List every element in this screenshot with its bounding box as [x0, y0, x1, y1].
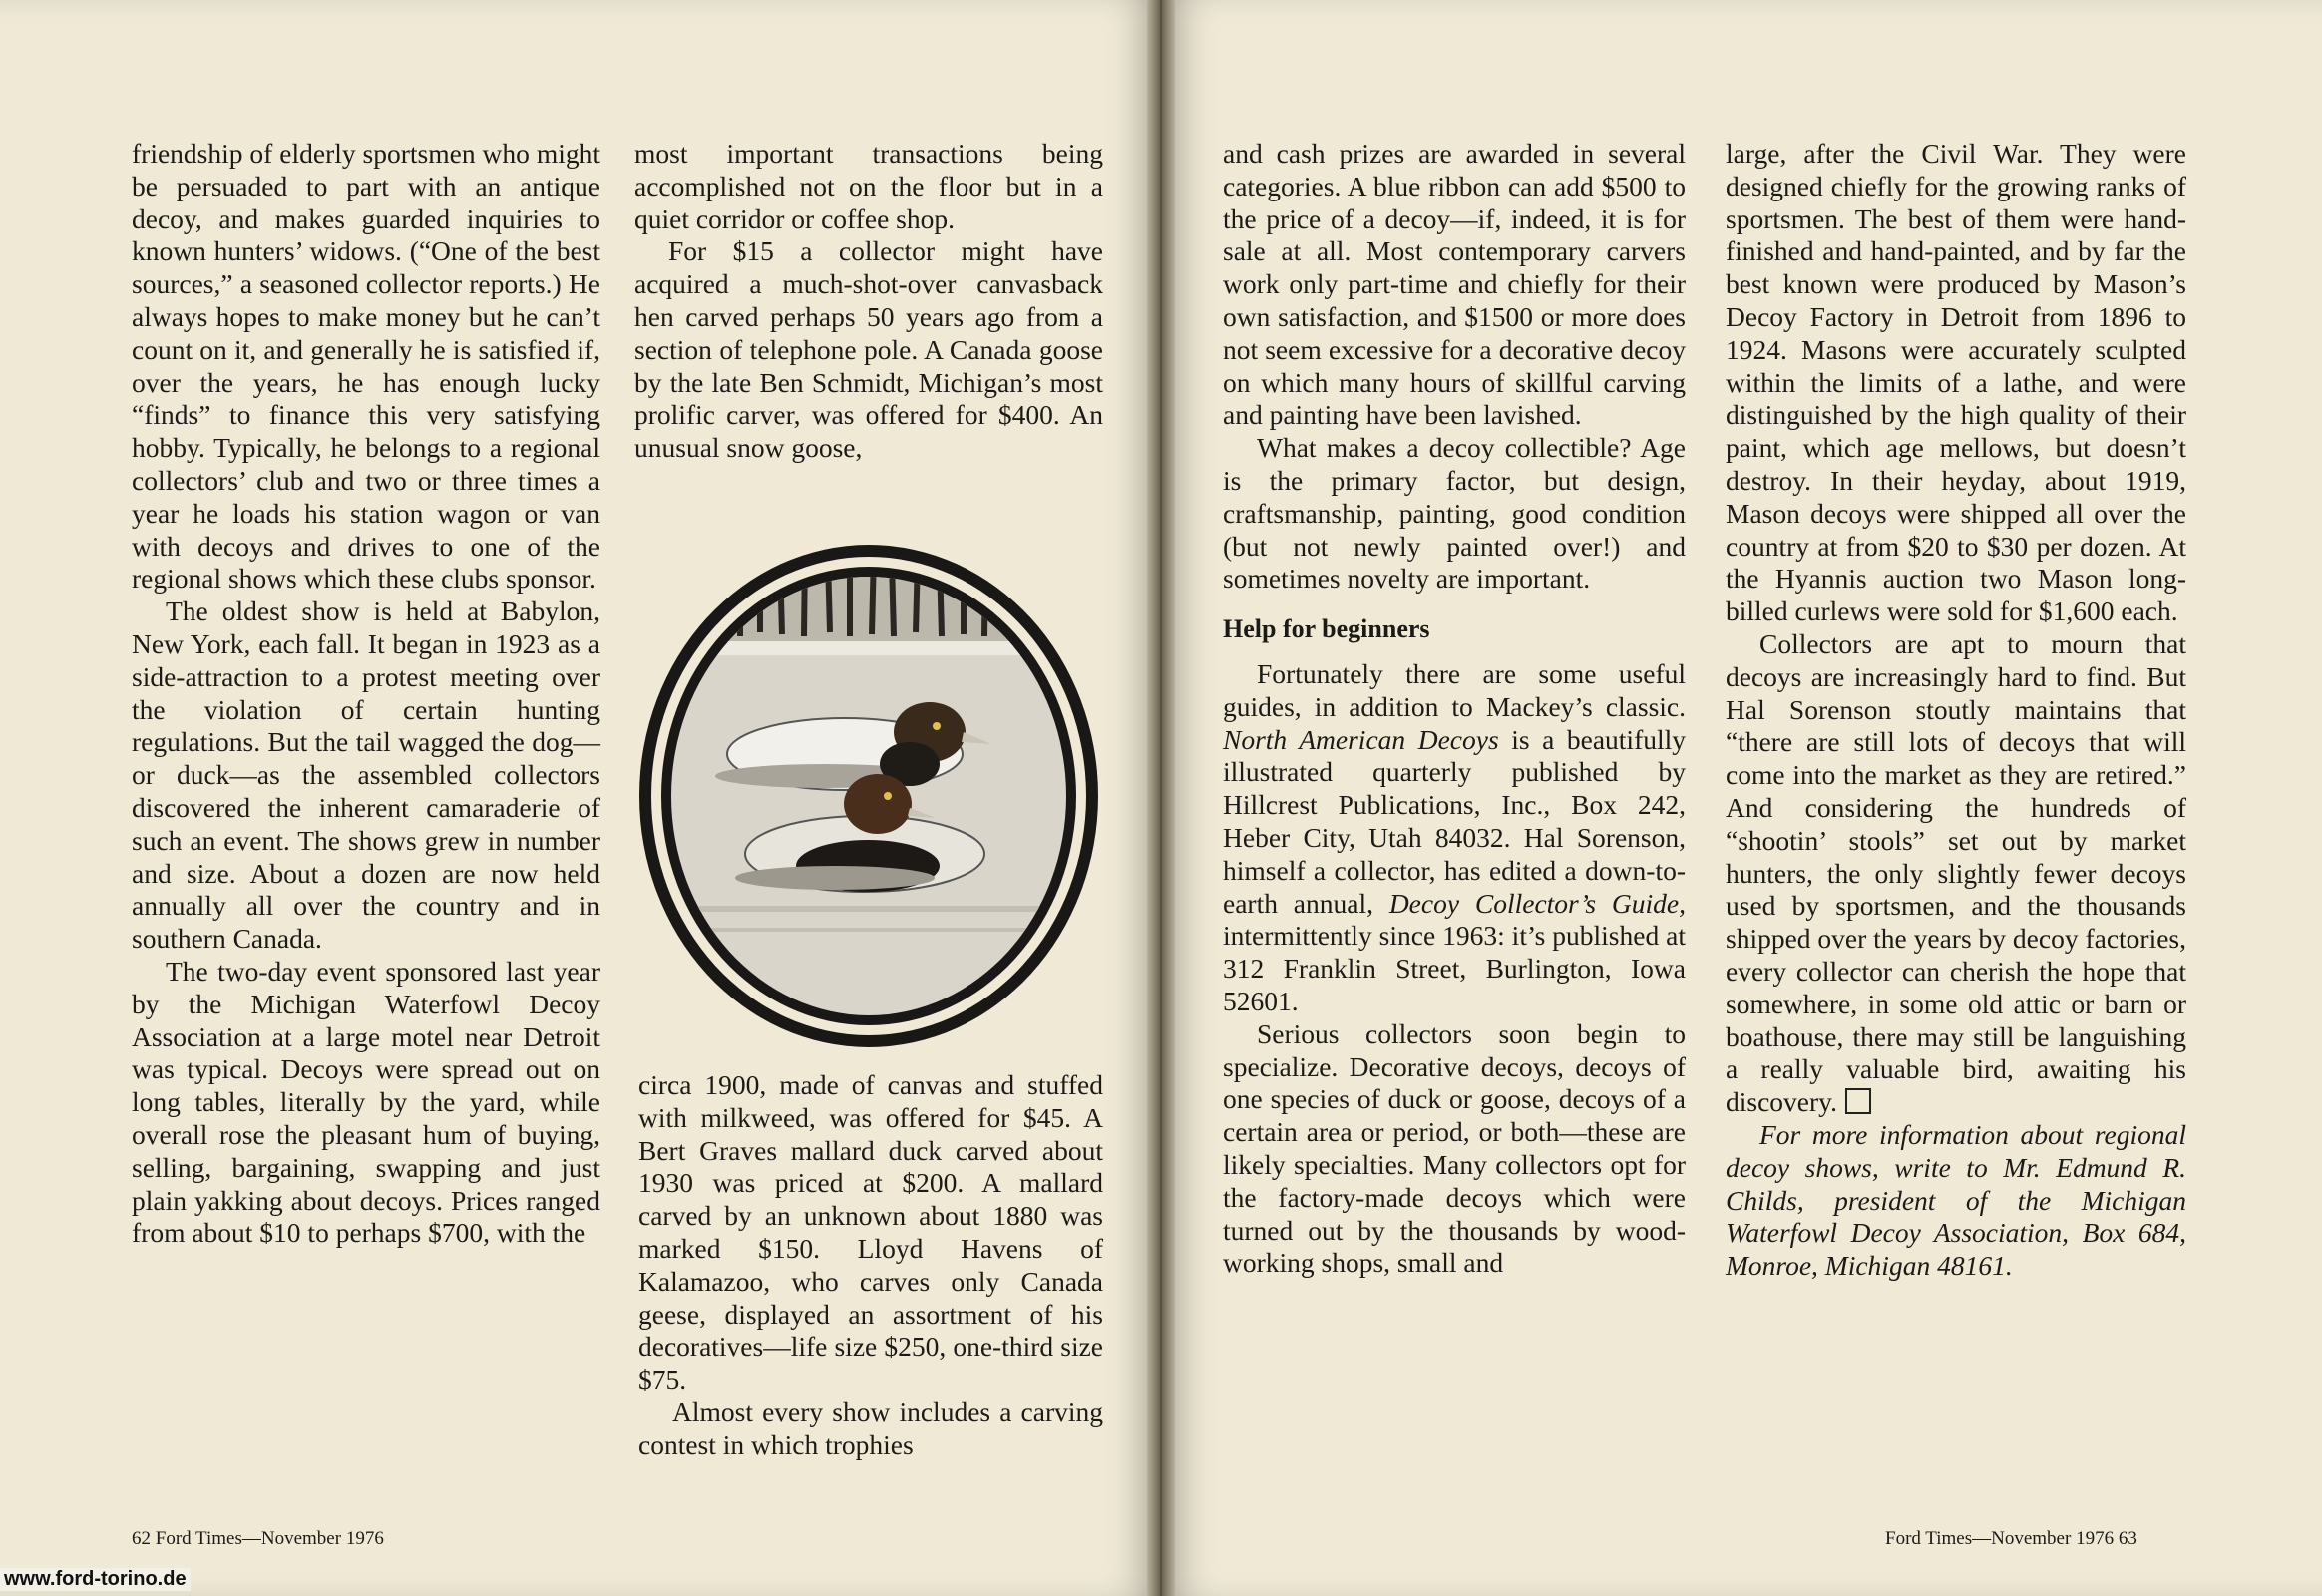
column-2-bottom	[638, 1069, 1103, 1462]
publication-title: Decoy Collector’s Guide,	[1388, 887, 1686, 919]
paragraph: circa 1900, made of canvas and stuffed with milkweed, was offered for $45. A Bert Graves mallard duck carved about 1930 was priced at $200. A mallard carved by an unknown about 1880 was marked $150. Lloyd Havens of Kalamazoo, who carves only Canada geese, displayed an assortment of his decoratives—life size $250, one-third size $75.	[638, 1069, 1103, 1396]
decoy-illustration	[630, 537, 1107, 1055]
book-gutter	[1147, 0, 1175, 1596]
text-run: Collectors are apt to mourn that decoys are increasingly hard to find. But Hal Sorenson stoutly maintains that “there are still lots of decoys that will come into the market as they are retired.” And considering the hundreds of “shootin’ stools” set out by market hunters, the only slightly fewer decoys used by sportsmen, and the thousands shipped over the years by decoy factories, every collector can cherish the hope that somewhere, in some old attic or barn or boathouse, there may still be languishing a really valuable bird, awaiting his discovery.	[1726, 627, 2186, 1118]
publication-title: North American Decoys	[1223, 723, 1499, 755]
paragraph: friendship of elderly sportsmen who might be persuaded to part with an antique decoy, and makes guarded inquiries to known hunters’ widows. (“One of the best sources,” a seasoned collector reports.) He always hopes to make money but he can’t count on it, and generally he is satisfied if, over the years, he has enough lucky “finds” to finance this very satisfying hobby. Typically, he belongs to a regional collectors’ club and two or three times a year he loads his station wagon or van with decoys and drives to one of the regional shows which these clubs sponsor.	[132, 138, 600, 595]
text-run: Fortunately there are some useful guides, in addition to Mackey’s classic.	[1223, 657, 1686, 722]
paragraph: Serious collectors soon begin to specialize. Decorative decoys, decoys of one species of duck or goose, decoys of a certain area or period, or both—these are likely specialties. Many collectors opt for the factory-made decoys which were turned out by the thousands by wood-working shops, small and	[1223, 1017, 1686, 1279]
folio-right: Ford Times—November 1976 63	[1885, 1528, 2137, 1549]
column-1	[132, 138, 600, 1250]
text-run: intermittently since 1963: it’s published at 312 Franklin Street, Burlington, Iowa 52601.	[1223, 920, 1686, 1016]
paragraph: and cash prizes are awarded in several categories. A blue ribbon can add $500 to the price of a decoy—if, indeed, it is for sale at all. Most contemporary carvers work only part-time and chiefly for their own satisfaction, and $1500 or more does not seem excessive for a decorative decoy on which many hours of skillful carving and painting have been lavished.	[1223, 138, 1686, 431]
end-mark-icon	[1845, 1088, 1871, 1114]
section-heading: Help for beginners	[1223, 614, 1430, 644]
watermark: www.ford-torino.de	[0, 1568, 191, 1591]
paragraph: most important transactions being accomplished not on the floor but in a quiet corridor or coffee shop.	[634, 138, 1103, 234]
paragraph	[1726, 628, 2186, 1119]
paragraph: What makes a decoy collectible? Age is the primary factor, but design, craftsmanship, painting, good condition (but not newly painted over!) and sometimes novelty are important.	[1223, 432, 1686, 595]
info-note: For more information about regional decoy shows, write to Mr. Edmund R. Childs, president of the Michigan Waterfowl Decoy Association, Box 684, Monroe, Michigan 48161.	[1726, 1118, 2186, 1282]
column-3	[1223, 138, 1686, 1280]
folio-left: 62 Ford Times—November 1976	[132, 1528, 384, 1549]
decoy-head	[844, 774, 912, 834]
paragraph: The oldest show is held at Babylon, New York, each fall. It began in 1923 as a side-attraction to a protest meeting over the violation of certain hunting regulations. But the tail wagged the dog—or duck—as the assembled collectors discovered the inherent camaraderie of such an event. The shows grew in number and size. About a dozen are now held annually all over the country and in southern Canada.	[132, 596, 600, 955]
paragraph: For $15 a collector might have acquired a much-shot-over canvasback hen carved perhaps 50 years ago from a section of telephone pole. A Canada goose by the late Ben Schmidt, Michigan’s most prolific carver, was offered for $400. An unusual snow goose,	[634, 235, 1103, 464]
column-2-top	[634, 138, 1103, 465]
paragraph	[1223, 658, 1686, 1018]
paragraph: Almost every show includes a carving contest in which trophies	[638, 1396, 1103, 1460]
text-run: is a beautifully illustrated quarterly published by Hillcrest Publications, Inc., Box 242, Heber City, Utah 84032. Hal Sorenson, himself a collector, has edited a down-to-earth annual,	[1223, 723, 1687, 919]
paragraph: The two-day event sponsored last year by the Michigan Waterfowl Decoy Association at a large motel near Detroit was typical. Decoys were spread out on long tables, literally by the yard, while overall rose the pleasant hum of buying, selling, bargaining, swapping and just plain yakking about decoys. Prices ranged from about $10 to perhaps $700, with the	[132, 955, 600, 1249]
column-4	[1726, 138, 2186, 1283]
paragraph: large, after the Civil War. They were designed chiefly for the growing ranks of sportsmen. The best of them were hand-finished and hand-painted, and by far the best known were produced by Mason’s Decoy Factory in Detroit from 1896 to 1924. Masons were accurately sculpted within the limits of a lathe, and were distinguished by the high quality of their paint, which age mellows, but doesn’t destroy. In their heyday, about 1919, Mason decoys were shipped all over the country at from $20 to $30 per dozen. At the Hyannis auction two Mason long-billed curlews were sold for $1,600 each.	[1726, 138, 2186, 627]
